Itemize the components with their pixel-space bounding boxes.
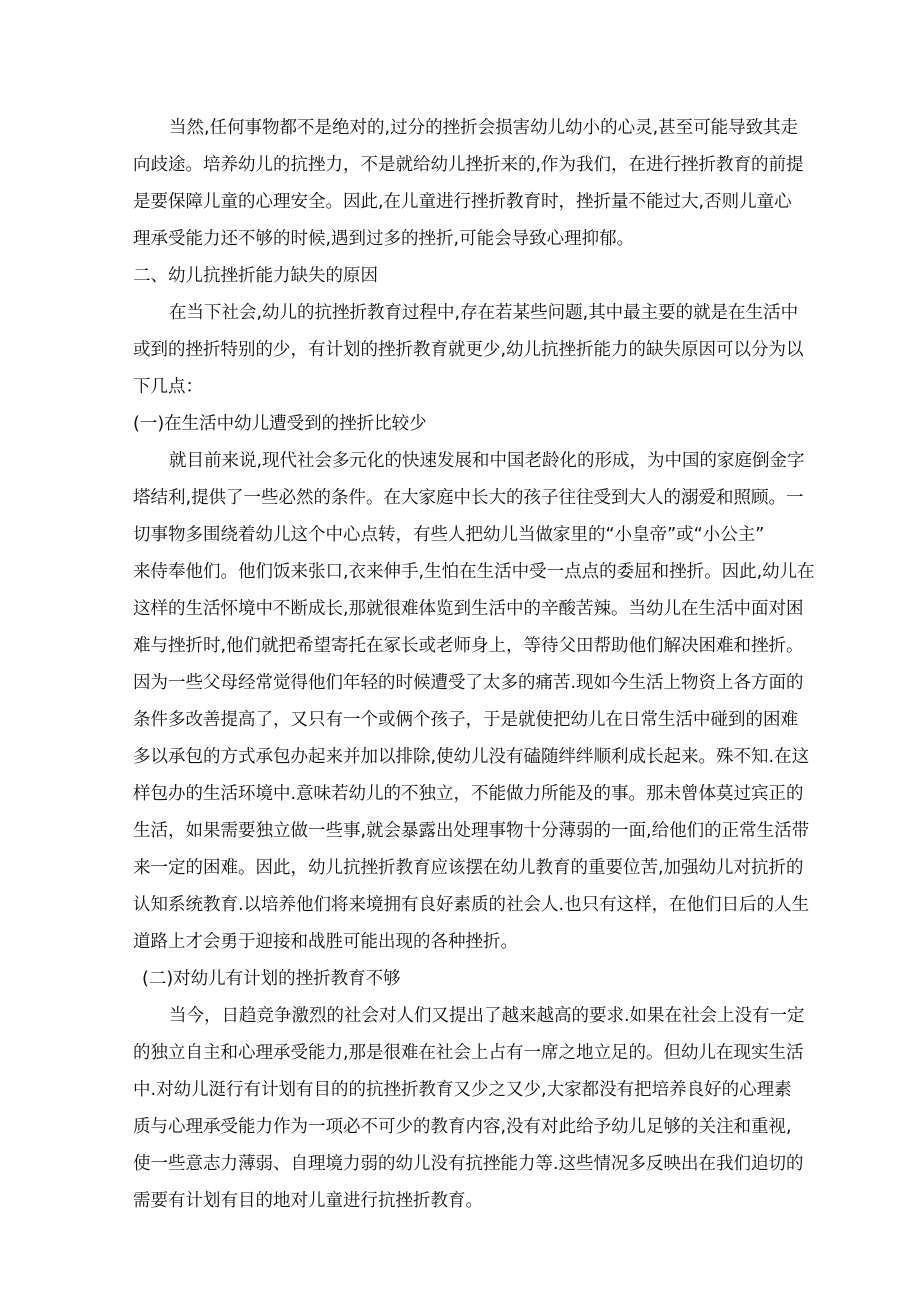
paragraph-1 (133, 110, 804, 258)
document-page (133, 110, 815, 1220)
subsection-heading-1: (一)在生活中幼儿遭受到的挫折比较少 (133, 414, 427, 434)
text-line: 来一定的困难。因此，幼儿抗挫折教育应该摆在幼儿教育的重要位苦,加强幼儿对抗折的 (133, 858, 804, 878)
text-line: 因为一些父母经常觉得他们年轻的时候遭受了太多的痛苦.现如今生活上物资上各方面的 (133, 673, 804, 693)
text-line: 生活，如果需要独立做一些事,就会暴露出处理事物十分薄弱的一面,给他们的正常生活带 (133, 821, 810, 841)
text-line: 需要有计划有目的地对儿童进行抗挫折教育。 (133, 1191, 483, 1211)
text-line: 样包办的生活环境中.意味若幼儿的不独立，不能做力所能及的事。那未曾体莫过宾正的 (133, 784, 804, 804)
text-line: 是要保障儿童的心理安全。因此,在儿童进行挫折教育时，挫折量不能过大,否则儿童心 (133, 192, 792, 212)
paragraph-2 (133, 295, 804, 406)
text-line: 这样的生活怀境中不断成长,那就很难体览到生活中的辛酸苦辣。当幼儿在生活中面对困 (133, 599, 804, 619)
text-line: 向歧途。培养幼儿的抗挫力，不是就给幼儿挫折来的,作为我们，在进行挫折教育的前提 (133, 155, 804, 175)
text-line: 的独立自主和心理承受能力,那是很难在社会上占有一席之地立足的。但幼儿在现实生活 (133, 1043, 804, 1063)
text-line: 多以承包的方式承包办起来并加以排除,使幼儿没有磕随绊绊顺利成长起来。殊不知.在这 (133, 747, 810, 767)
text-line: 理承受能力还不够的时候,遇到过多的挫折,可能会导致心理抑郁。 (133, 229, 635, 249)
subsection-heading-2: (二)对幼儿有计划的挫折教育不够 (142, 969, 401, 989)
text-line: 就目前来说,现代社会多元化的快速发展和中国老龄化的形成，为中国的家庭倒金字 (169, 451, 805, 471)
text-line: 道路上才会勇于迎接和战胜可能出现的各种挫折。 (133, 932, 518, 952)
text-line: 中.对幼儿涏行有计划有目的的抗挫折教育又少之又少,大家都没有把培养良好的心理素 (133, 1080, 792, 1100)
text-line: 在当下社会,幼儿的抗挫折教育过程中,存在若某些问题,其中最主要的就是在生活中 (169, 303, 799, 323)
section-heading: 二、幼儿抗挫折能力缺失的原因 (133, 266, 378, 286)
text-line: 切事物多围绕着幼儿这个中心点转，有些人把幼儿当做家里的“小皇帝”或“小公主” (133, 525, 765, 545)
text-line: 塔结利,提供了一些必然的条件。在大家庭中长大的孩子往往受到大人的溺爱和照顾。一 (133, 488, 804, 508)
text-line: 使一些意志力薄弱、自理境力弱的幼儿没有抗挫能力等.这些情况多反映出在我们迫切的 (133, 1154, 804, 1174)
text-line: 条件多改善提高了，又只有一个或俩个孩子，于是就使把幼儿在日常生活中碰到的困难 (133, 710, 798, 730)
text-line: 难与挫折时,他们就把希望寄托在冢长或老师身上，等待父田帮助他们解决困难和挫折。 (133, 636, 804, 656)
text-line: 质与心理承受能力作为一项必不可少的教育内容,没有对此给予幼儿足够的关注和重视, (133, 1117, 792, 1137)
text-line: 来侍奉他们。他们饭来张口,衣来伸手,生怕在生活中受一点点的委屈和挫折。因此,幼儿在 (133, 562, 815, 582)
text-line: 当然,任何事物都不是绝对的,过分的挫折会损害幼儿幼小的心灵,甚至可能导致其走 (169, 118, 799, 138)
text-line: 或到的挫折特别的少，有计划的挫折教育就更少,幼儿抗挫折能力的缺失原因可以分为以 (133, 340, 804, 360)
text-line: 当今，日趋竞争激烈的社会对人们又提出了越来越高的要求.如果在社会上没有一定 (169, 1006, 805, 1026)
text-line: 认知系统教育.以培养他们将来境拥有良好素质的社会人.也只有这样，在他们日后的人生 (133, 895, 810, 915)
paragraph-4 (133, 998, 805, 1220)
paragraph-3 (133, 443, 815, 961)
text-line: 下几点： (133, 377, 203, 397)
